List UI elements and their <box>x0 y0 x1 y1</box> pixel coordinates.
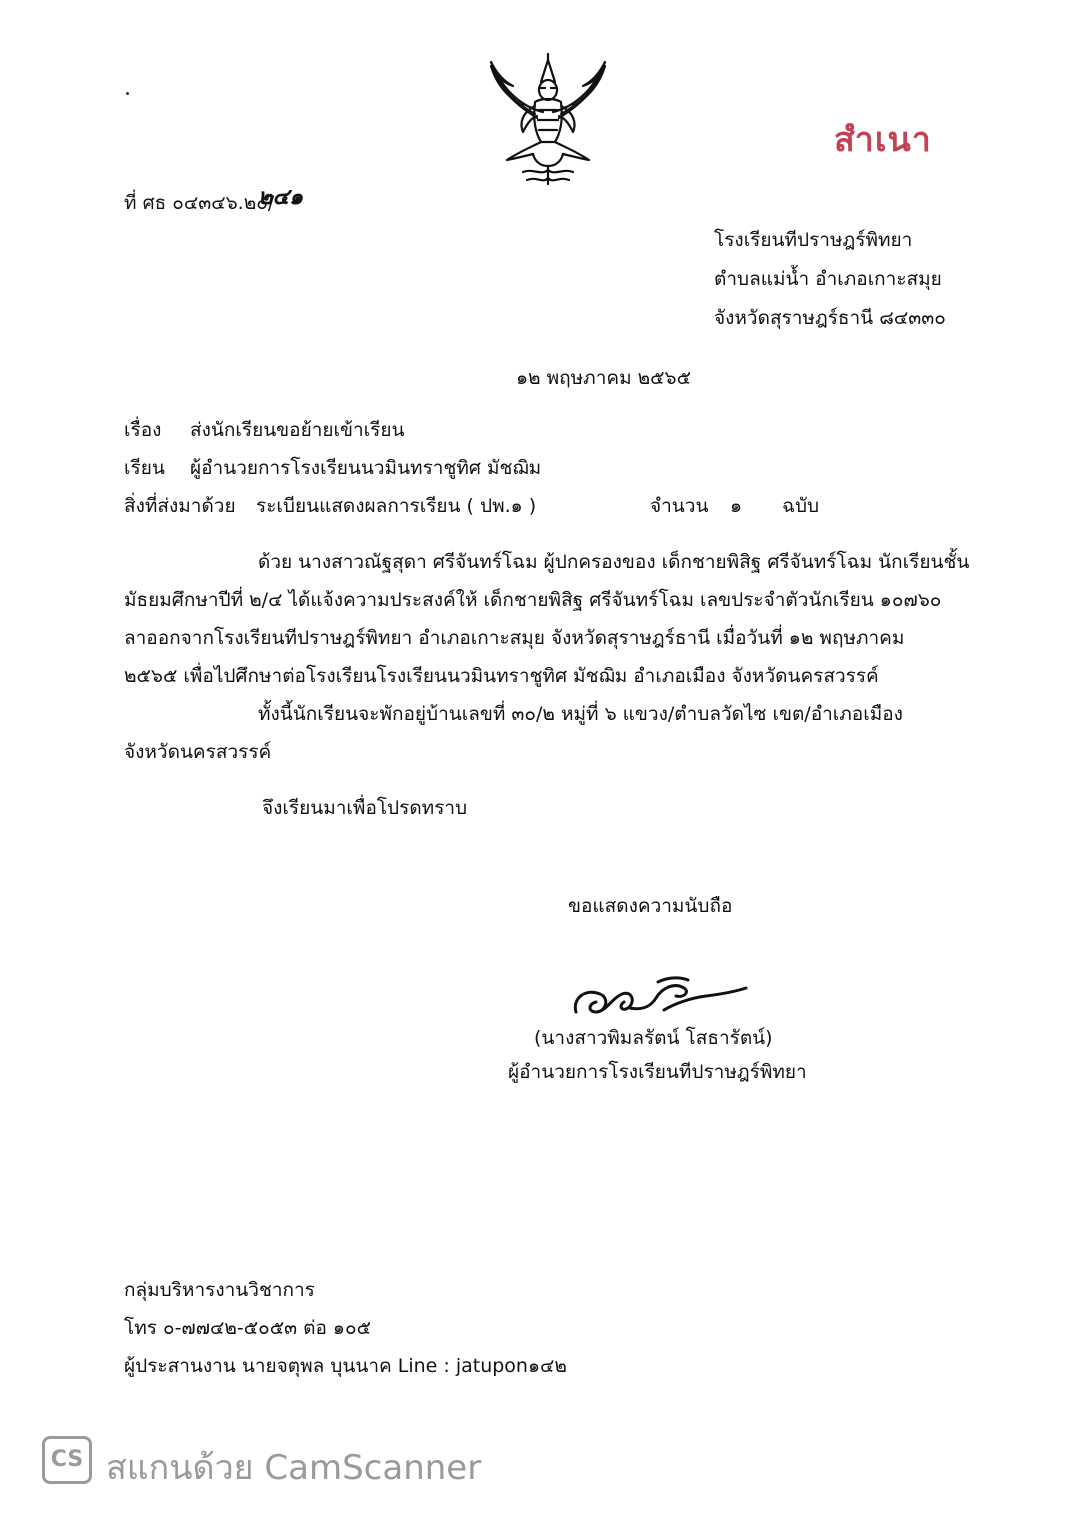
phone: โทร ๐-๗๗๔๒-๕๐๕๓ ต่อ ๑๐๕ <box>124 1317 371 1339</box>
enclosure-text: ระเบียนแสดงผลการเรียน ( ปพ.๑ ) <box>256 495 537 517</box>
subject-text: ส่งนักเรียนขอย้ายเข้าเรียน <box>190 419 405 441</box>
letter-date: ๑๒ พฤษภาคม ๒๕๖๕ <box>516 367 691 389</box>
recipient-text: ผู้อำนวยการโรงเรียนนวมินทราชูทิศ มัชฌิม <box>190 457 542 479</box>
signer-position: ผู้อำนวยการโรงเรียนทีปราษฎร์พิทยา <box>508 1061 807 1083</box>
body-line: จังหวัดนครสวรรค์ <box>124 741 272 763</box>
school-province: จังหวัดสุราษฎร์ธานี ๘๔๓๓๐ <box>714 307 946 329</box>
camscanner-logo-icon: CS <box>42 1436 92 1484</box>
body-line: ลาออกจากโรงเรียนทีปราษฎร์พิทยา อำเภอเกาะสมุย จังหวัดสุราษฎร์ธานี เมื่อวันที่ ๑๒ พฤษภาคม <box>124 627 905 649</box>
body-line: มัธยมศึกษาปีที่ ๒/๔ ได้แจ้งความประสงค์ให้ เด็กชายพิสิฐ ศรีจันทร์โฉม เลขประจำตัวนักเรียน ๑๐๗๖๐ <box>124 589 942 611</box>
quantity-value: ๑ <box>730 495 743 517</box>
document-number-handwritten: ๒๔๑ <box>258 185 304 210</box>
copy-stamp: สำเนา <box>834 120 932 160</box>
body-line: ทั้งนี้นักเรียนจะพักอยู่บ้านเลขที่ ๓๐/๒ หมู่ที่ ๖ แขวง/ตำบลวัดไซ เขต/อำเภอเมือง <box>258 703 903 725</box>
body-line: ๒๕๖๕ เพื่อไปศึกษาต่อโรงเรียนโรงเรียนนวมินทราชูทิศ มัชฌิม อำเภอเมือง จังหวัดนครสวรรค์ <box>124 665 879 687</box>
recipient-label: เรียน <box>124 457 165 479</box>
school-name: โรงเรียนทีปราษฎร์พิทยา <box>714 229 913 251</box>
garuda-emblem-icon <box>483 52 613 188</box>
handwritten-signature <box>566 968 750 1024</box>
quantity-unit: ฉบับ <box>782 495 820 517</box>
department: กลุ่มบริหารงานวิชาการ <box>124 1279 315 1301</box>
document-number: ที่ ศธ ๐๔๓๔๖.๒๐/ <box>124 192 275 214</box>
speck <box>126 92 129 95</box>
salutation: ขอแสดงความนับถือ <box>568 895 733 917</box>
camscanner-watermark: สแกนด้วย CamScanner <box>106 1448 482 1488</box>
body-line: ด้วย นางสาวณัฐสุดา ศรีจันทร์โฉม ผู้ปกครองของ เด็กชายพิสิฐ ศรีจันทร์โฉม นักเรียนชั้น <box>258 551 970 573</box>
signer-name: (นางสาวพิมลรัตน์ โสธารัตน์) <box>534 1027 773 1049</box>
quantity-label: จำนวน <box>650 495 709 517</box>
subject-label: เรื่อง <box>124 419 162 441</box>
coordinator: ผู้ประสานงาน นายจตุพล บุนนาค Line : jatupon๑๔๒ <box>124 1355 567 1377</box>
school-address-line: ตำบลแม่น้ำ อำเภอเกาะสมุย <box>714 268 942 290</box>
enclosure-label: สิ่งที่ส่งมาด้วย <box>124 495 236 517</box>
closing-request: จึงเรียนมาเพื่อโปรดทราบ <box>262 797 468 819</box>
